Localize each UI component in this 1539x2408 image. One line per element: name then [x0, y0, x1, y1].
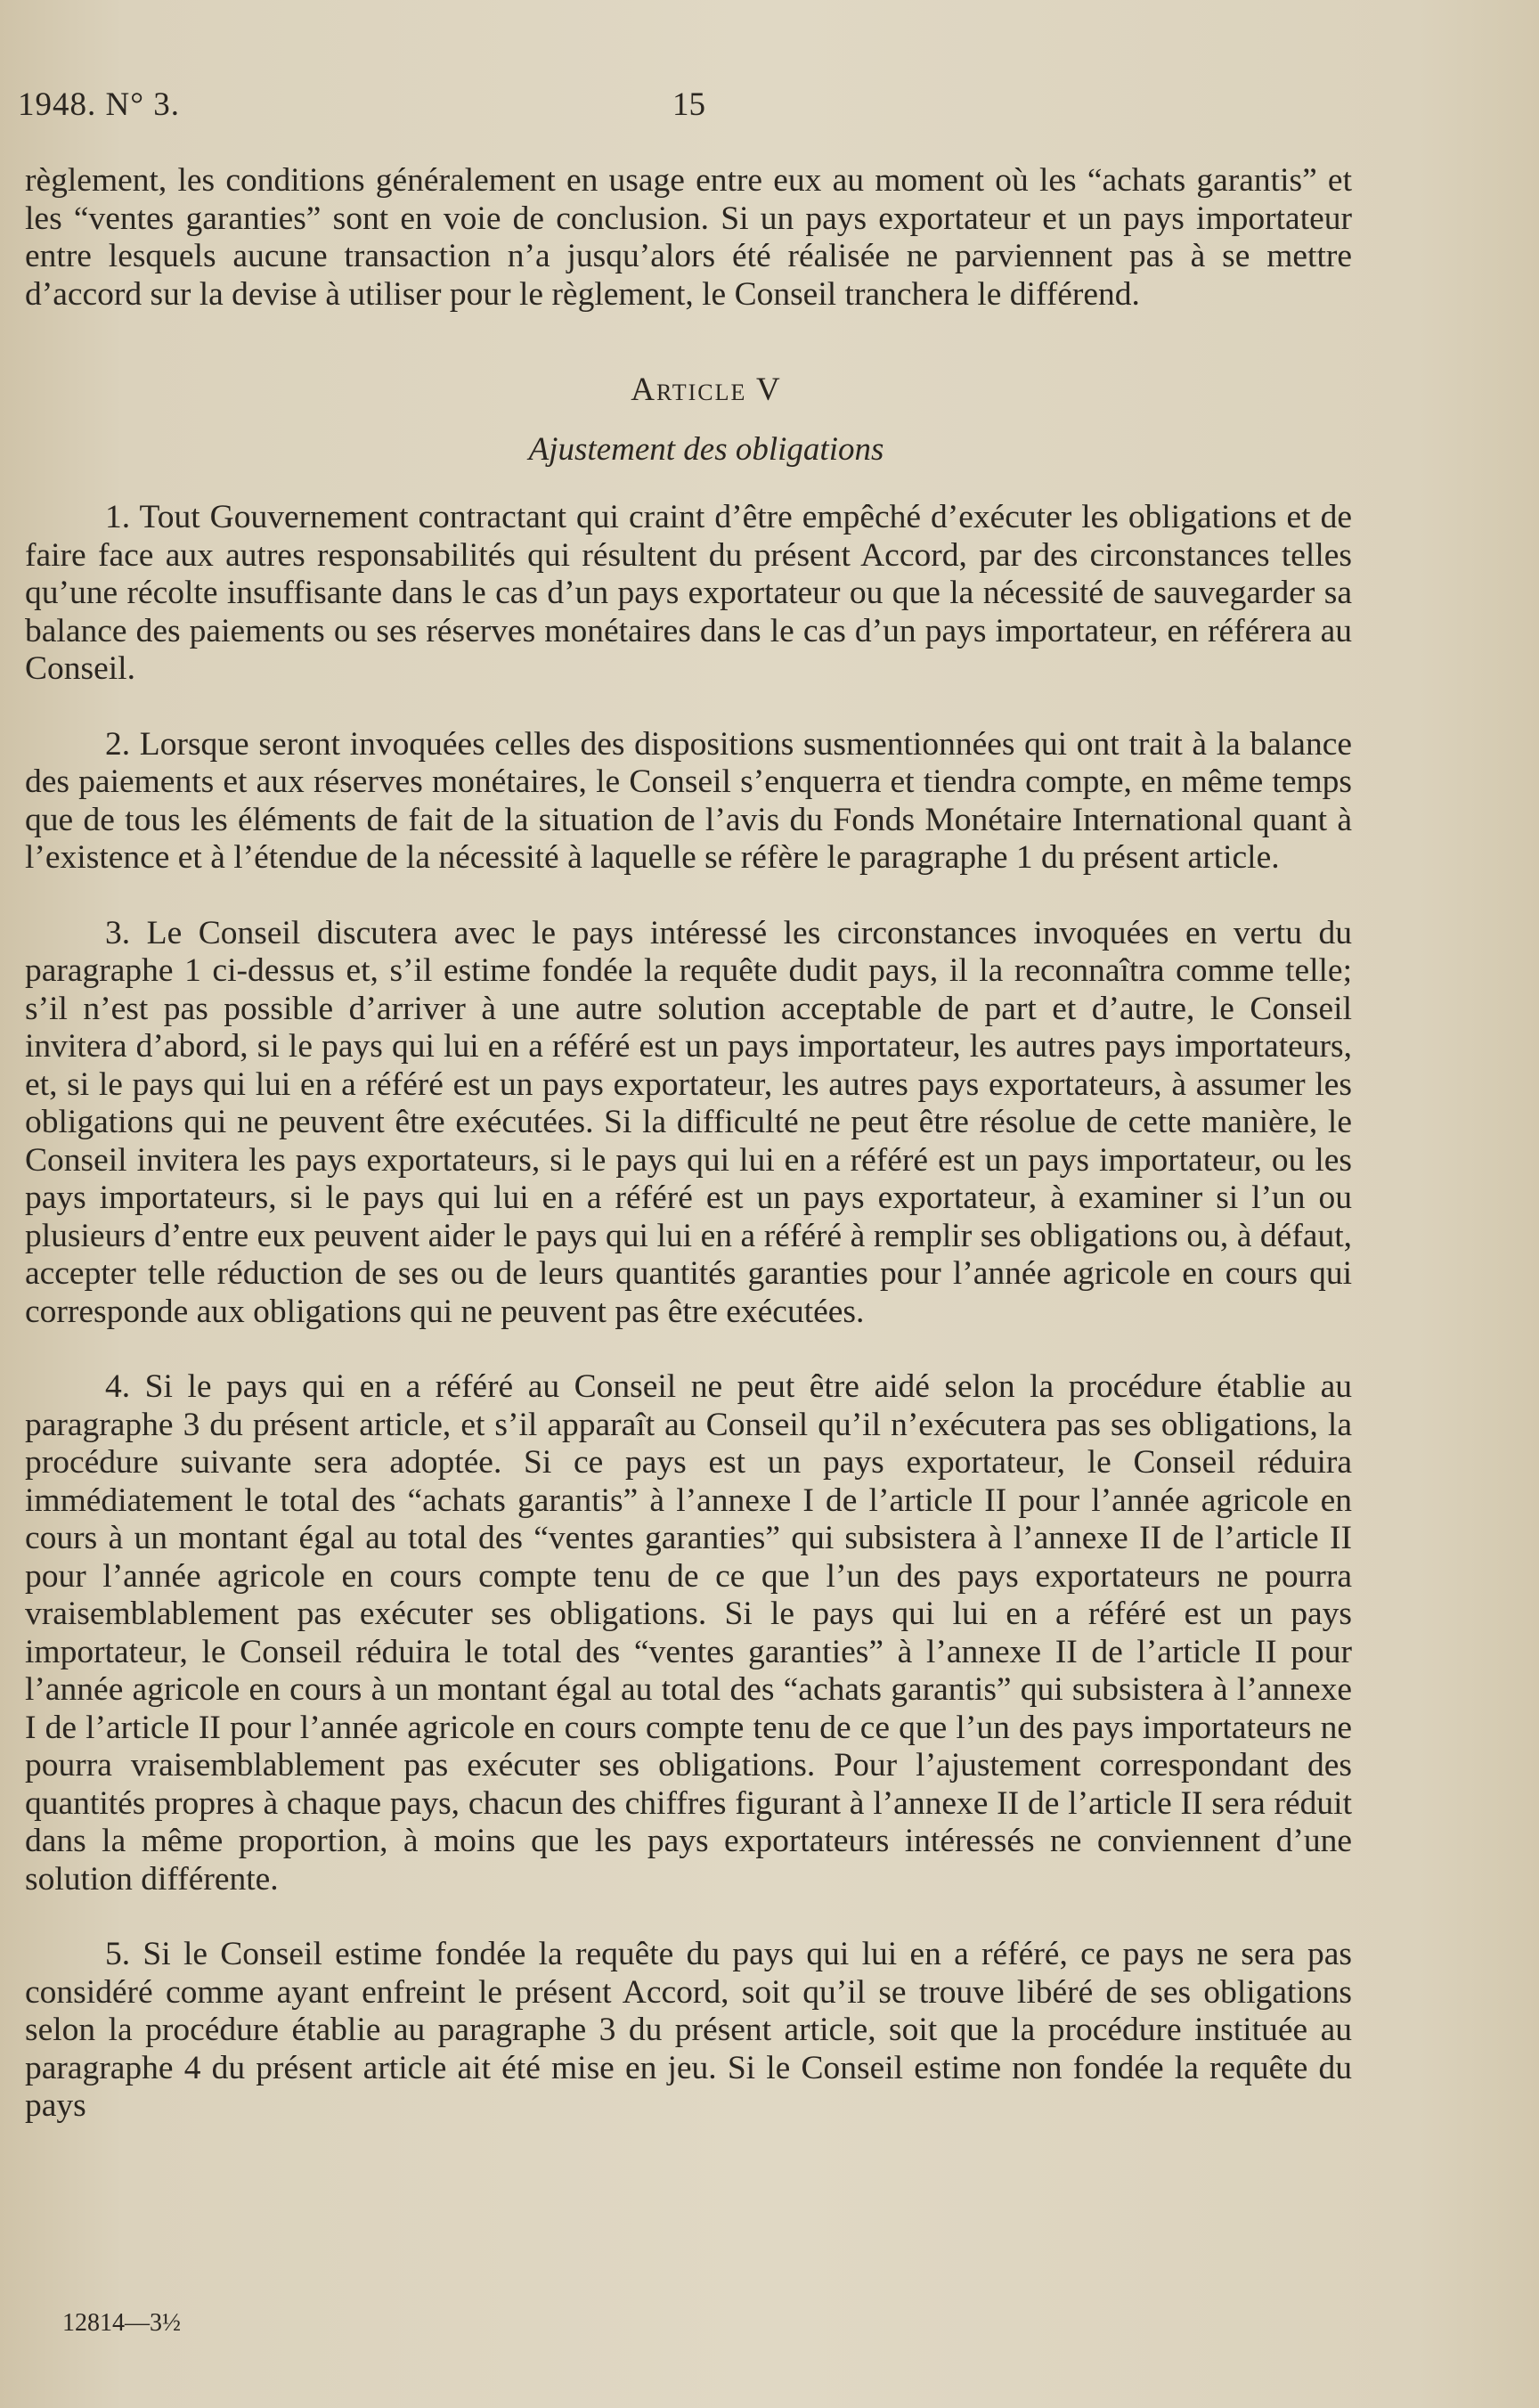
page-body	[25, 162, 1352, 2163]
issue-reference: 1948. N° 3.	[18, 86, 181, 123]
article-subtitle: Ajustement des obligations	[528, 431, 884, 468]
paragraph-2: 2. Lorsque seront invoquées celles des dispositions susmentionnées qui ont trait à la balance des paiements et aux réserves monétaires, le Conseil s’enquerra et tiendra compte, en même temps que de tous les éléments de fait de la situation de l’avis du Fonds Monétaire International quant à l’existence et à l’étendue de la nécessité à laquelle se réfère le paragraphe 1 du présent article.	[25, 725, 1352, 876]
article-heading: Article V	[631, 371, 782, 408]
paragraph-4: 4. Si le pays qui en a référé au Conseil ne peut être aidé selon la procédure établie au paragraphe 3 du présent article, et s’il apparaît au Conseil qu’il n’exécutera pas ses obligations, la procédure suivante sera adoptée. Si ce pays est un pays exportateur, le Conseil réduira immédiatement le total des “achats garantis” à l’annexe I de l’article II pour l’année agricole en cours à un montant égal au total des “ventes garanties” qui subsistera à l’annexe II de l’article II pour l’année agricole en cours compte tenu de ce que l’un des pays exportateurs ne pourra vraisemblablement pas exécuter ses obligations. Si le pays qui lui en a référé est un pays importateur, le Conseil réduira le total des “ventes garanties” à l’annexe II de l’article II pour l’année agricole en cours à un montant égal au total des “achats garantis” qui subsistera à l’annexe I de l’article II pour l’année agricole en cours compte tenu de ce que l’un des pays importateurs ne pourra vraisemblablement pas exécuter ses obligations. Pour l’ajustement correspondant des quantités propres à chaque pays, chacun des chiffres figurant à l’annexe II de l’article II sera réduit dans la même proportion, à moins que les pays exportateurs intéressés ne conviennent d’une solution différente.	[25, 1368, 1352, 1898]
paragraph-1: 1. Tout Gouvernement contractant qui craint d’être empêché d’exécuter les obligations et de faire face aux autres responsabilités qui résultent du présent Accord, par des circonstances telles qu’une récolte insuffisante dans le cas d’un pays exportateur ou que la nécessité de sauvegarder sa balance des paiements ou ses réserves monétaires dans le cas d’un pays importateur, en référera au Conseil.	[25, 499, 1352, 687]
page-header	[18, 86, 1486, 130]
intro-paragraph: règlement, les conditions généralement en usage entre eux au moment où les “achats garantis” et les “ventes garanties” sont en voie de conclusion. Si un pays exportateur et un pays importateur entre lesquels aucune transaction n’a jusqu’alors été réalisée ne parviennent pas à se mettre d’accord sur la devise à utiliser pour le règlement, le Conseil tranchera le différend.	[25, 162, 1352, 313]
printer-signature: 12814—3½	[62, 2309, 181, 2337]
paragraph-3: 3. Le Conseil discutera avec le pays intéressé les circonstances invoquées en vertu du paragraphe 1 ci-dessus et, s’il estime fondée la requête dudit pays, il la reconnaîtra comme telle; s’il n’est pas possible d’arriver à une autre solution acceptable de part et d’autre, le Conseil invitera d’abord, si le pays qui lui en a référé est un pays importateur, les autres pays importateurs, et, si le pays qui lui en a référé est un pays exportateur, les autres pays exportateurs, à assumer les obligations qui ne peuvent être exécutées. Si la difficulté ne peut être résolue de cette manière, le Conseil invitera les pays exportateurs, si le pays qui lui en a référé est un pays importateur, ou les pays importateurs, si le pays qui lui en a référé est un pays exportateur, à examiner si l’un ou plusieurs d’entre eux peuvent aider le pays qui lui en a référé à remplir ses obligations ou, à défaut, accepter telle réduction de ses ou de leurs quantités garanties pour l’année agricole en cours qui corresponde aux obligations qui ne peuvent pas être exécutées.	[25, 914, 1352, 1330]
page-number: 15	[672, 86, 705, 123]
paragraph-5: 5. Si le Conseil estime fondée la requête du pays qui lui en a référé, ce pays ne sera pas considéré comme ayant enfreint le présent Accord, soit qu’il se trouve libéré de ses obligations selon la procédure établie au paragraphe 3 du présent article, soit que la procédure instituée au paragraphe 4 du présent article ait été mise en jeu. Si le Conseil estime non fondée la requête du pays	[25, 1936, 1352, 2124]
